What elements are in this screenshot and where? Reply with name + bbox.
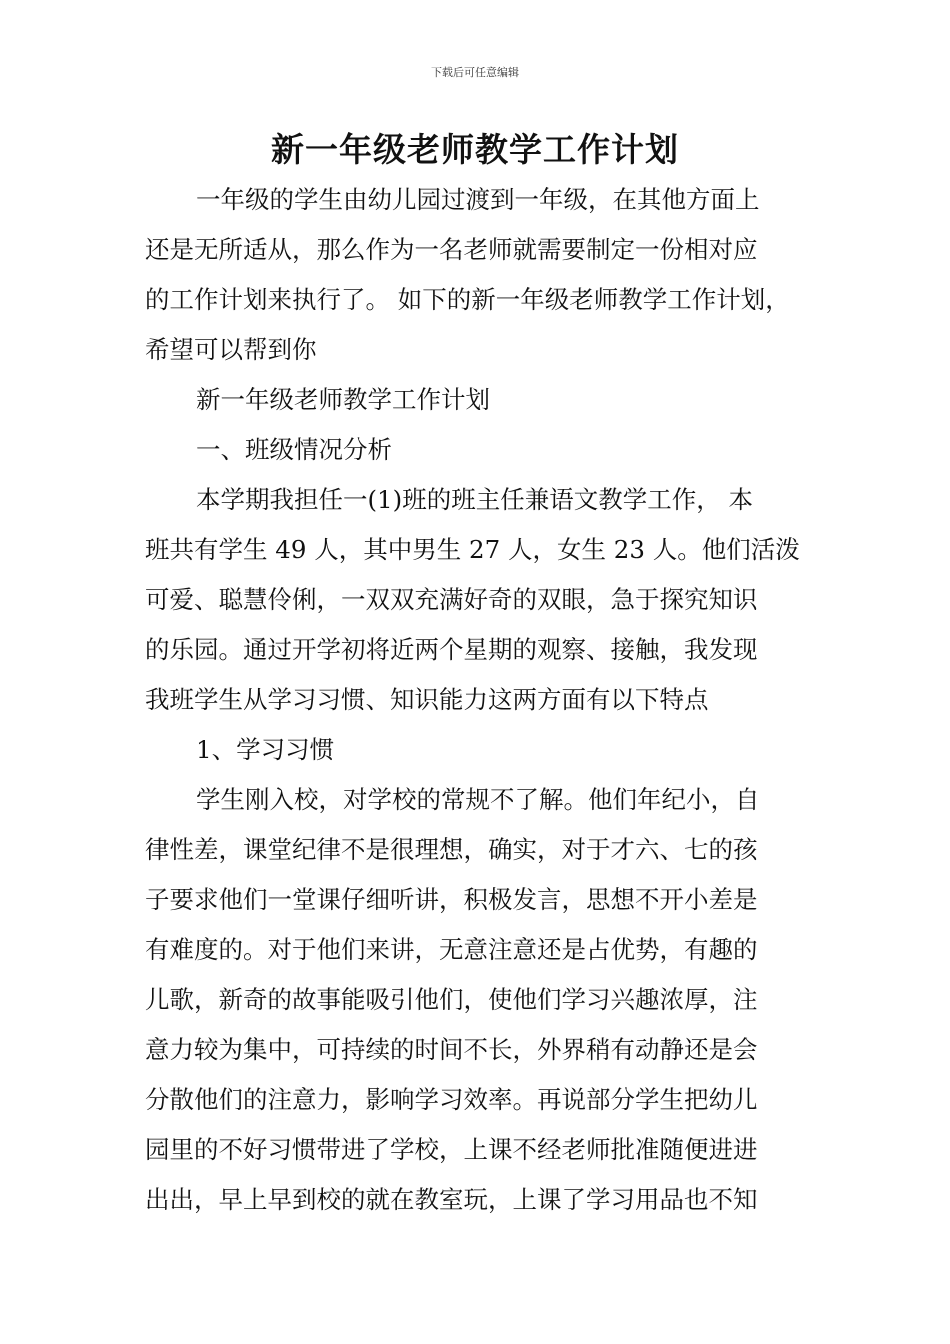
document-title: 新一年级老师教学工作计划	[271, 130, 679, 169]
body-line-4: 希望可以帮到你	[145, 335, 317, 364]
body-line-21: 出出，早上早到校的就在教室玩，上课了学习用品也不知	[145, 1185, 758, 1214]
subsection-heading-1: 1、学习习惯	[196, 735, 335, 764]
body-line-20: 园里的不好习惯带进了学校，上课不经老师批准随便进进	[145, 1135, 758, 1164]
body-line-2: 还是无所适从，那么作为一名老师就需要制定一份相对应	[145, 235, 758, 264]
body-line-7: 本学期我担任一(1)班的班主任兼语文教学工作， 本	[196, 485, 753, 514]
body-line-18: 意力较为集中，可持续的时间不长，外界稍有动静还是会	[145, 1035, 758, 1064]
body-line-9: 可爱、聪慧伶俐，一双双充满好奇的双眼，急于探究知识	[145, 585, 758, 614]
body-line-3: 的工作计划来执行了。 如下的新一年级老师教学工作计划，	[145, 285, 790, 314]
body-line-11: 我班学生从学习习惯、知识能力这两方面有以下特点	[145, 685, 709, 714]
body-line-1: 一年级的学生由幼儿园过渡到一年级，在其他方面上	[196, 185, 760, 214]
body-line-17: 儿歌，新奇的故事能吸引他们，使他们学习兴趣浓厚，注	[145, 985, 758, 1014]
body-line-13: 学生刚入校，对学校的常规不了解。他们年纪小，自	[196, 785, 760, 814]
header-note: 下载后可任意编辑	[431, 66, 519, 79]
body-line-10: 的乐园。通过开学初将近两个星期的观察、接触，我发现	[145, 635, 758, 664]
section-heading-1: 一、班级情况分析	[196, 435, 392, 464]
body-line-8: 班共有学生 49 人，其中男生 27 人，女生 23 人。他们活泼	[145, 535, 800, 564]
body-line-15: 子要求他们一堂课仔细听讲，积极发言，思想不开小差是	[145, 885, 758, 914]
body-line-16: 有难度的。对于他们来讲，无意注意还是占优势，有趣的	[145, 935, 758, 964]
body-line-19: 分散他们的注意力，影响学习效率。再说部分学生把幼儿	[145, 1085, 758, 1114]
body-line-14: 律性差，课堂纪律不是很理想，确实，对于才六、七的孩	[145, 835, 758, 864]
subtitle-line: 新一年级老师教学工作计划	[196, 385, 490, 414]
